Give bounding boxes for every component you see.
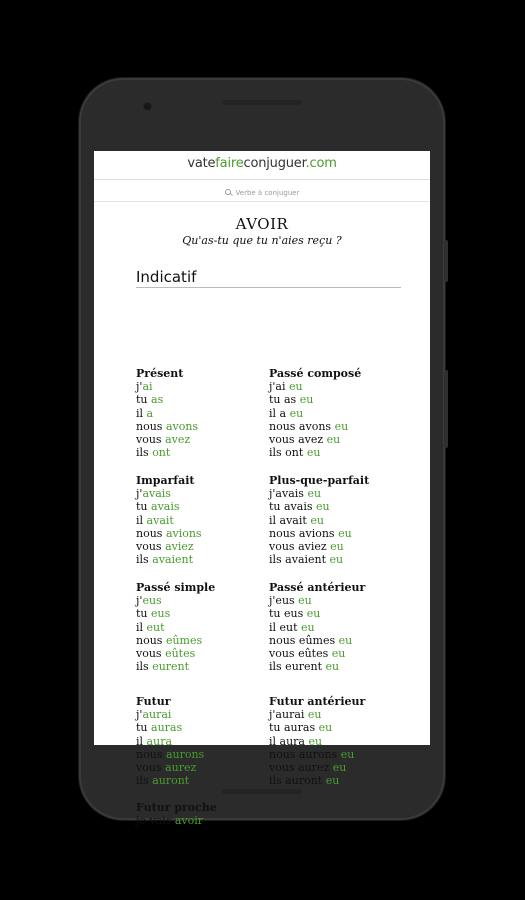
conjugation-line: [269, 420, 404, 433]
verb-ending: aurez: [165, 761, 197, 775]
tense-name: Imparfait: [136, 474, 195, 487]
conjugation-line: [136, 660, 271, 673]
pronoun: j'aurai: [269, 708, 308, 721]
conjugation-line: [136, 748, 271, 761]
tense-block: [136, 474, 271, 567]
pronoun: il eut: [269, 620, 302, 634]
verb-ending: eu: [316, 500, 330, 514]
verb-ending: eu: [334, 419, 349, 433]
pronoun: je vais: [136, 814, 175, 827]
pronoun: vous eûtes: [269, 647, 332, 661]
conjugation-line: [269, 553, 404, 566]
logo-part-1: vate: [187, 156, 216, 171]
pronoun: j': [136, 594, 143, 607]
conjugation-line: [269, 407, 404, 420]
pronoun: tu: [136, 500, 152, 514]
verb-ending: avait: [146, 513, 174, 527]
tense-name: Futur proche: [136, 801, 217, 814]
verb-ending: aurai: [142, 708, 172, 721]
pronoun: tu: [136, 607, 152, 621]
conjugation-line: [269, 487, 404, 500]
verb-ending: aura: [146, 734, 173, 748]
conjugation-line: [136, 634, 271, 647]
pronoun: ils: [136, 446, 153, 460]
verb-ending: eus: [151, 607, 171, 621]
conjugation-line: [136, 708, 271, 721]
conjugation-line: [136, 500, 271, 513]
tense-block: [136, 581, 271, 674]
logo-part-2: faire: [215, 156, 244, 171]
verb-ending: eu: [338, 633, 353, 647]
tense-block: [269, 581, 404, 674]
verb-ending: eurent: [152, 660, 190, 674]
verb-ending: eu: [329, 553, 344, 567]
tense-block: [269, 367, 404, 460]
conjugation-line: [136, 621, 271, 634]
verb-ending: avons: [165, 419, 199, 433]
conjugation-line: [269, 708, 404, 721]
verb-ending: eu: [307, 708, 322, 721]
verb-ending: eu: [330, 540, 344, 554]
verb-ending: aviez: [165, 540, 194, 554]
conjugation-line: [136, 527, 271, 540]
conjugation-line: [269, 540, 404, 553]
pronoun: il: [136, 406, 147, 420]
conjugation-line: [136, 647, 271, 660]
verb-ending: eûtes: [165, 647, 196, 661]
verb-ending: eu: [307, 487, 322, 500]
conjugation-line: [269, 748, 404, 761]
speaker-grille: [222, 100, 302, 105]
conjugation-line: [269, 647, 404, 660]
pronoun: tu eus: [269, 607, 307, 621]
tense-name: Présent: [136, 367, 184, 380]
tense-name: Passé composé: [269, 367, 362, 380]
pronoun: il aura: [269, 734, 309, 748]
volume-button: [444, 370, 448, 448]
pronoun: j': [136, 380, 143, 393]
pronoun: il: [136, 734, 147, 748]
tense-name: Futur antérieur: [269, 695, 366, 708]
pronoun: ils auront: [269, 774, 326, 788]
pronoun: j': [136, 487, 143, 500]
pronoun: ils: [136, 553, 153, 567]
verb-ending: eus: [142, 594, 162, 607]
conjugation-line: [269, 514, 404, 527]
pronoun: nous avons: [269, 419, 335, 433]
pronoun: ils avaient: [269, 553, 330, 567]
phone-frame: [79, 78, 445, 827]
pronoun: vous: [136, 761, 166, 775]
pronoun: j'eus: [269, 594, 299, 607]
tense-name: Plus-que-parfait: [269, 474, 370, 487]
verb-ending: aurons: [165, 747, 205, 761]
verb-ending: eu: [306, 446, 321, 460]
conjugation-line: [269, 607, 404, 620]
app-screen: [94, 151, 430, 827]
conjugation-line: [136, 420, 271, 433]
camera-icon: [143, 102, 152, 111]
mood-heading: Indicatif: [136, 268, 401, 288]
verb-ending: eu: [301, 620, 315, 634]
verb-ending: eu: [325, 660, 340, 674]
pronoun: ils: [136, 660, 153, 674]
verb-ending: eu: [332, 761, 347, 775]
power-button: [444, 240, 448, 282]
pronoun: vous: [136, 647, 166, 661]
verb-ending: as: [151, 393, 164, 407]
verb-ending: eu: [306, 607, 321, 621]
conjugation-line: [269, 393, 404, 406]
tense-block: [269, 695, 404, 788]
conjugation-line: [269, 761, 404, 774]
verb-ending: auront: [152, 774, 190, 788]
verb-ending: avoir: [174, 814, 204, 827]
tense-block: [136, 695, 271, 788]
pronoun: nous avions: [269, 526, 339, 540]
verb-ending: eu: [299, 393, 314, 407]
site-header: [94, 151, 430, 180]
verb-ending: auras: [151, 721, 183, 735]
logo-part-3: conjuguer: [243, 156, 306, 171]
verb-ending: eu: [318, 721, 333, 735]
pronoun: il a: [269, 406, 290, 420]
verb-ending: eu: [289, 406, 304, 420]
conjugation-line: [136, 814, 271, 827]
pronoun: vous avez: [269, 433, 327, 447]
verb-example: Qu'as-tu que tu n'aies reçu ?: [182, 234, 342, 247]
conjugation-line: [136, 594, 271, 607]
pronoun: tu: [136, 721, 152, 735]
verb-ending: avez: [165, 433, 191, 447]
pronoun: ils eurent: [269, 660, 326, 674]
conjugation-line: [136, 540, 271, 553]
conjugation-line: [269, 500, 404, 513]
conjugation-line: [136, 514, 271, 527]
conjugation-line: [136, 393, 271, 406]
pronoun: nous: [136, 526, 166, 540]
pronoun: j': [136, 708, 143, 721]
verb-ending: avais: [142, 487, 171, 500]
verb-ending: eu: [289, 380, 303, 393]
conjugation-line: [269, 433, 404, 446]
verb-ending: eu: [340, 747, 355, 761]
conjugation-line: [269, 446, 404, 459]
conjugation-line: [136, 446, 271, 459]
pronoun: nous: [136, 747, 166, 761]
verb-ending: ont: [152, 446, 171, 460]
conjugation-line: [136, 553, 271, 566]
conjugation-line: [269, 721, 404, 734]
verb-ending: eu: [308, 734, 323, 748]
pronoun: vous aurez: [269, 761, 333, 775]
verb-ending: eu: [325, 774, 340, 788]
pronoun: nous: [136, 419, 166, 433]
tense-block: [136, 801, 271, 827]
conjugation-line: [136, 433, 271, 446]
conjugation-line: [136, 761, 271, 774]
verb-ending: avais: [151, 500, 180, 514]
pronoun: il: [136, 513, 147, 527]
tense-name: Passé simple: [136, 581, 216, 594]
conjugation-line: [136, 721, 271, 734]
pronoun: vous: [136, 540, 166, 554]
pronoun: tu auras: [269, 721, 319, 735]
pronoun: ils ont: [269, 446, 307, 460]
pronoun: nous: [136, 633, 166, 647]
conjugation-line: [269, 527, 404, 540]
pronoun: j'ai: [269, 380, 290, 393]
conjugation-line: [269, 594, 404, 607]
verb-ending: eûmes: [165, 633, 203, 647]
conjugation-line: [269, 735, 404, 748]
search-placeholder: Verbe à conjuguer: [235, 189, 300, 197]
pronoun: nous aurons: [269, 747, 341, 761]
logo-part-4: .com: [305, 156, 337, 171]
pronoun: il avait: [269, 513, 311, 527]
pronoun: ils: [136, 774, 153, 788]
verb-ending: a: [146, 406, 154, 420]
speaker-grille-bottom: [222, 789, 302, 794]
search-input[interactable]: [94, 185, 430, 202]
conjugation-line: [136, 607, 271, 620]
verb-ending: eu: [298, 594, 312, 607]
verb-ending: avaient: [152, 553, 194, 567]
pronoun: j'avais: [269, 487, 308, 500]
conjugation-line: [269, 774, 404, 787]
verb-ending: avions: [165, 526, 202, 540]
tense-name: Passé antérieur: [269, 581, 366, 594]
verb-ending: eu: [338, 526, 352, 540]
tense-name: Futur: [136, 695, 171, 708]
pronoun: tu avais: [269, 500, 316, 514]
verb-ending: eut: [146, 620, 165, 634]
pronoun: vous: [136, 433, 166, 447]
conjugation-line: [269, 634, 404, 647]
verb-ending: eu: [331, 647, 346, 661]
pronoun: vous aviez: [269, 540, 331, 554]
conjugation-line: [269, 621, 404, 634]
conjugation-line: [136, 380, 271, 393]
pronoun: tu: [136, 393, 152, 407]
site-logo[interactable]: [187, 156, 336, 171]
verb-ending: eu: [326, 433, 341, 447]
conjugation-line: [269, 660, 404, 673]
tense-block: [136, 367, 271, 460]
conjugation-line: [136, 774, 271, 787]
tense-block: [269, 474, 404, 567]
verb-ending: eu: [310, 513, 324, 527]
verb-title: AVOIR: [235, 215, 289, 233]
conjugation-line: [269, 380, 404, 393]
pronoun: tu as: [269, 393, 300, 407]
conjugation-line: [136, 735, 271, 748]
pronoun: il: [136, 620, 147, 634]
verb-ending: ai: [142, 380, 153, 393]
conjugation-line: [136, 407, 271, 420]
conjugation-line: [136, 487, 271, 500]
pronoun: nous eûmes: [269, 633, 339, 647]
search-icon: [225, 189, 233, 197]
